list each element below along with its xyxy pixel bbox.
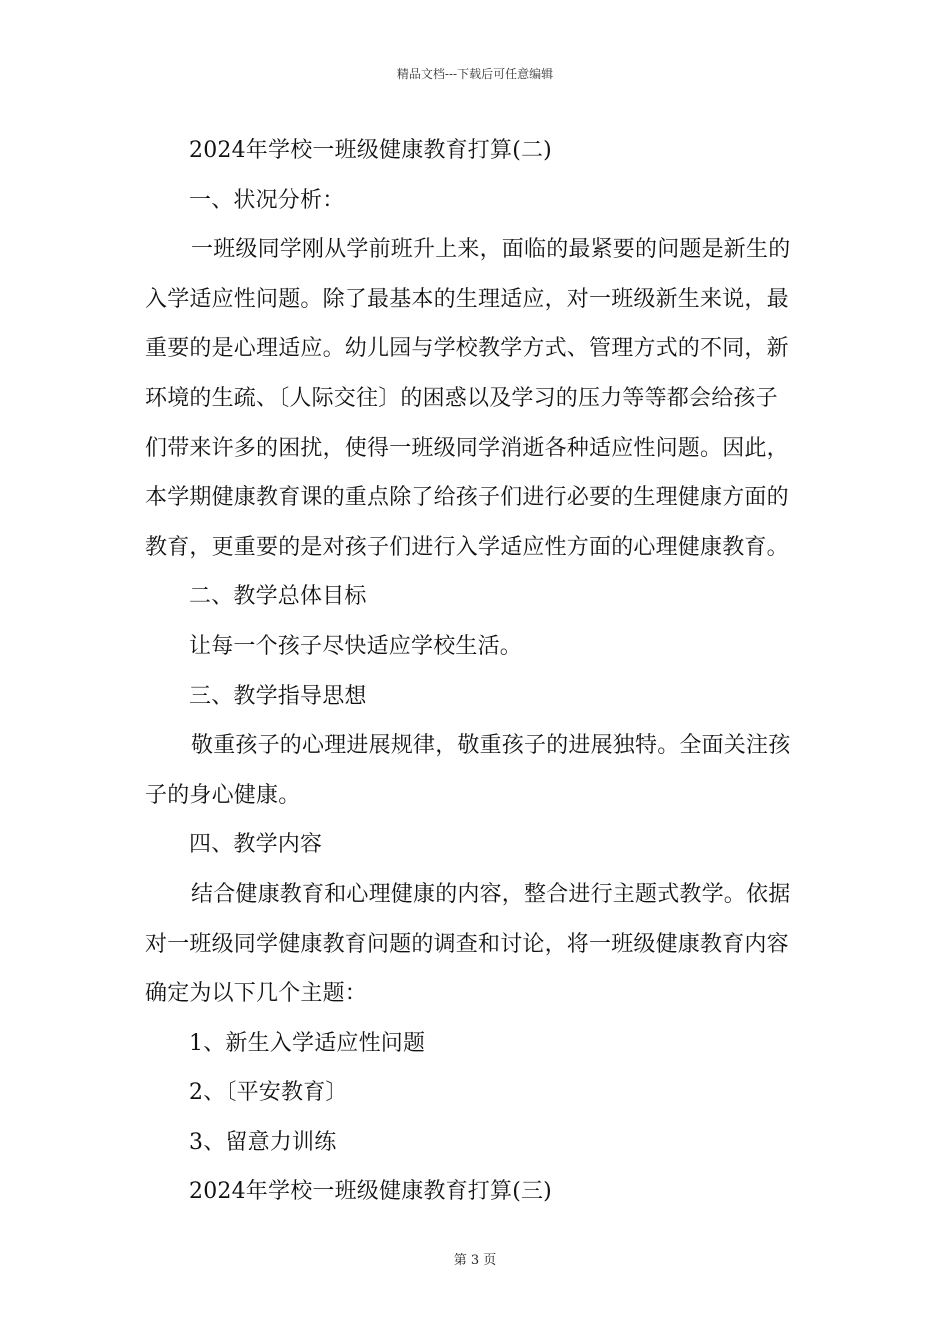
paragraph-line: 敬重孩子的心理进展规律，敬重孩子的进展独特。全面关注孩 xyxy=(191,733,791,759)
content-paragraph xyxy=(145,870,807,1019)
list-item: 1、新生入学适应性问题 xyxy=(189,1030,426,1056)
guiding-thought-paragraph xyxy=(145,721,807,820)
section-heading-content: 四、教学内容 xyxy=(189,832,323,858)
section-heading-situation: 一、状况分析： xyxy=(189,187,345,213)
paragraph-line: 结合健康教育和心理健康的内容，整合进行主题式教学。依据 xyxy=(191,881,791,907)
page-header: 精品文档---下载后可任意编辑 xyxy=(396,67,554,81)
document-body xyxy=(145,126,807,1217)
document-title: 2024年学校一班级健康教育打算(二) xyxy=(189,138,552,163)
paragraph-line: 教育，更重要的是对孩子们进行入学适应性方面的心理健康教育。 xyxy=(145,534,789,560)
section-heading-guiding-thought: 三、教学指导思想 xyxy=(189,683,367,709)
page-number: 第 3 页 xyxy=(453,1253,497,1268)
paragraph-line: 子的身心健康。 xyxy=(145,782,301,808)
topic-list xyxy=(145,1019,807,1168)
next-document-title: 2024年学校一班级健康教育打算(三) xyxy=(189,1179,552,1205)
paragraph-line: 一班级同学刚从学前班升上来，面临的最紧要的问题是新生的 xyxy=(191,237,791,263)
section-heading-goals: 二、教学总体目标 xyxy=(189,584,367,610)
paragraph-line: 们带来许多的困扰，使得一班级同学消逝各种适应性问题。因此， xyxy=(145,435,789,461)
paragraph-line: 对一班级同学健康教育问题的调查和讨论，将一班级健康教育内容 xyxy=(145,931,789,957)
paragraph-line: 重要的是心理适应。幼儿园与学校教学方式、管理方式的不同，新 xyxy=(145,336,789,362)
goals-text: 让每一个孩子尽快适应学校生活。 xyxy=(189,633,523,659)
paragraph-line: 本学期健康教育课的重点除了给孩子们进行必要的生理健康方面的 xyxy=(145,485,789,511)
situation-paragraph xyxy=(145,225,807,572)
paragraph-line: 入学适应性问题。除了最基本的生理适应，对一班级新生来说，最 xyxy=(145,286,789,312)
paragraph-line: 确定为以下几个主题： xyxy=(145,981,368,1007)
list-item: 3、留意力训练 xyxy=(189,1129,337,1155)
list-item: 2、〔平安教育〕 xyxy=(189,1080,348,1106)
paragraph-line: 环境的生疏、〔人际交往〕的困惑以及学习的压力等等都会给孩子 xyxy=(145,385,778,411)
